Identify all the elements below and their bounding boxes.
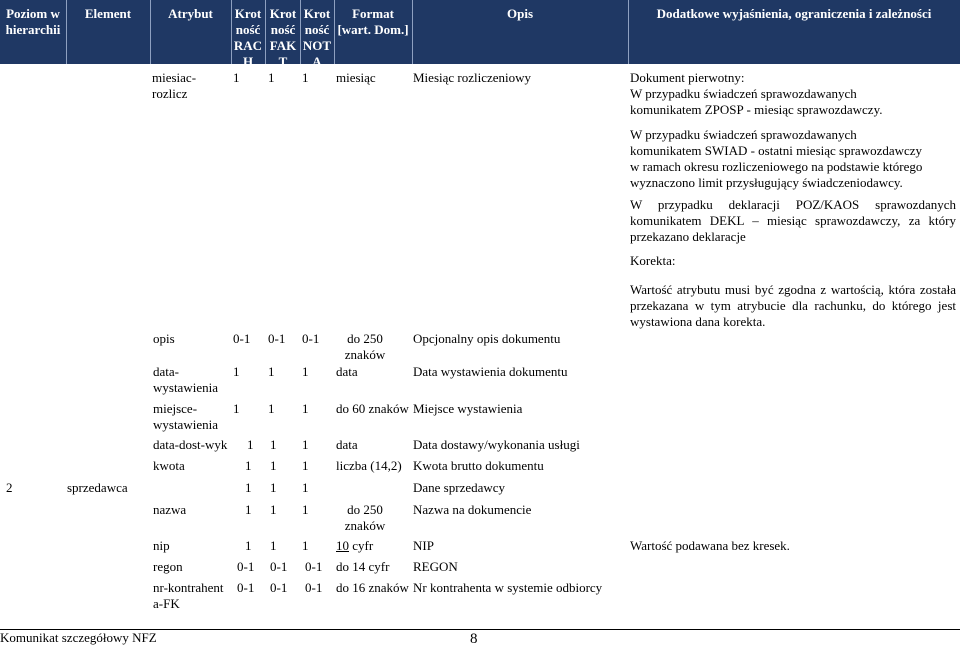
format-value: data: [336, 437, 358, 452]
fak-value: 0-1: [268, 331, 286, 346]
attr-miejsce-wystawienia: miejsce-wystawienia: [153, 401, 218, 432]
desc-value: REGON: [413, 559, 458, 574]
not-value: 1: [302, 458, 309, 473]
desc-value: Dane sprzedawcy: [413, 480, 506, 495]
format-value: data: [336, 364, 358, 379]
note-paragraph: W przypadku świadczeń sprawozdawanych komunikatem ZPOSP - miesiąc sprawozdawczy.: [630, 86, 883, 117]
level-value: 2: [6, 480, 13, 495]
rac-value: 1: [245, 538, 252, 553]
not-value: 1: [302, 538, 309, 553]
header-desc: Opis: [506, 6, 533, 21]
header-divider: [66, 0, 67, 64]
fak-value: 1: [270, 502, 277, 517]
attr-nazwa: nazwa: [153, 502, 187, 517]
not-value: 1: [302, 70, 309, 85]
rac-value: 1: [245, 502, 252, 517]
rac-value: 1: [233, 364, 240, 379]
attr-nr-kontrahenta-fk: nr-kontrahenta-FK: [153, 580, 224, 611]
header-notes: Dodatkowe wyjaśnienia, ograniczenia i zależności: [656, 6, 932, 21]
rac-value: 1: [245, 480, 252, 495]
format-value: do 16 znaków: [336, 580, 409, 595]
note-paragraph: W przypadku deklaracji POZ/KAOS sprawozdanych komunikatem DEKL – miesiąc sprawozdawczy, za który przekazano deklaracje: [630, 197, 956, 244]
format-value: do 14 cyfr: [336, 559, 390, 574]
not-value: 0-1: [305, 580, 323, 595]
table-header: [0, 0, 960, 69]
fak-value: 1: [268, 364, 275, 379]
format-value: do 250 znaków: [344, 502, 386, 533]
rac-value: 1: [245, 458, 252, 473]
footer-document-name: Komunikat szczegółowy NFZ: [0, 630, 157, 645]
note-value: Wartość podawana bez kresek.: [630, 538, 790, 553]
desc-value: Data dostawy/wykonania usługi: [413, 437, 580, 452]
rac-value: 0-1: [237, 559, 255, 574]
not-value: 1: [302, 437, 309, 452]
format-value: miesiąc: [336, 70, 376, 85]
rac-value: 1: [247, 437, 254, 452]
header-fak: Krot ność FAK T: [269, 6, 297, 69]
rac-value: 1: [233, 70, 240, 85]
page-number: 8: [470, 631, 478, 647]
format-unit: cyfr: [349, 538, 374, 553]
fak-value: 1: [270, 458, 277, 473]
not-value: 1: [302, 364, 309, 379]
format-value: do 60 znaków: [336, 401, 409, 416]
header-divider: [265, 0, 266, 64]
format-value: liczba (14,2): [336, 458, 402, 473]
desc-value: Opcjonalny opis dokumentu: [413, 331, 561, 346]
header-rac: Krot ność RAC H: [233, 6, 263, 69]
header-attribute: Atrybut: [168, 6, 213, 21]
note-line: Dokument pierwotny:: [630, 70, 745, 85]
rac-value: 1: [233, 401, 240, 416]
attr-data-wystawienia: data-wystawienia: [153, 364, 218, 395]
desc-value: NIP: [413, 538, 434, 553]
fak-value: 1: [268, 401, 275, 416]
attr-nip: nip: [153, 538, 170, 553]
fak-value: 0-1: [270, 559, 288, 574]
header-not: Krot ność NOT A: [302, 6, 332, 69]
desc-value: Miejsce wystawienia: [413, 401, 523, 416]
rac-value: 0-1: [237, 580, 255, 595]
attr-regon: regon: [153, 559, 183, 574]
fak-value: 1: [268, 70, 275, 85]
fak-value: 1: [270, 480, 277, 495]
desc-value: Data wystawienia dokumentu: [413, 364, 568, 379]
header-divider: [334, 0, 335, 64]
desc-value: Nr kontrahenta w systemie odbiorcy: [413, 580, 603, 595]
attr-data-dost-wyk: data-dost-wyk: [153, 437, 228, 452]
header-divider: [628, 0, 629, 64]
attr-kwota: kwota: [153, 458, 185, 473]
not-value: 1: [302, 401, 309, 416]
header-divider: [412, 0, 413, 64]
header-divider: [150, 0, 151, 64]
format-number: 10: [336, 538, 349, 553]
fak-value: 1: [270, 538, 277, 553]
not-value: 0-1: [302, 331, 320, 346]
not-value: 1: [302, 480, 309, 495]
header-level: Poziom w hierarchii: [5, 6, 61, 37]
not-value: 1: [302, 502, 309, 517]
rac-value: 0-1: [233, 331, 251, 346]
note-korekta: Korekta:: [630, 253, 676, 268]
header-element: Element: [84, 6, 132, 21]
format-value: [336, 538, 373, 554]
desc-value: Kwota brutto dokumentu: [413, 458, 544, 473]
fak-value: 1: [270, 437, 277, 452]
desc-value: Nazwa na dokumencie: [413, 502, 532, 517]
fak-value: 0-1: [270, 580, 288, 595]
element-sprzedawca: sprzedawca: [67, 480, 128, 495]
not-value: 0-1: [305, 559, 323, 574]
attr-miesiac-rozlicz: miesiac-rozlicz: [152, 70, 197, 101]
attr-opis: opis: [153, 331, 175, 346]
header-format: Format [wart. Dom.]: [337, 6, 409, 37]
note-paragraph: Wartość atrybutu musi być zgodna z wartością, która została przekazana w tym atrybucie dla rachunku, do którego jest wystawiona dana korekta.: [630, 282, 956, 329]
format-value: do 250 znaków: [344, 331, 386, 362]
desc-value: Miesiąc rozliczeniowy: [413, 70, 532, 85]
note-paragraph: W przypadku świadczeń sprawozdawanych komunikatem SWIAD - ostatni miesiąc sprawozdawczy w ramach okresu rozliczeniowego na podstawie którego wyznaczono limit przysługujący świadczeniodawcy.: [630, 127, 923, 190]
